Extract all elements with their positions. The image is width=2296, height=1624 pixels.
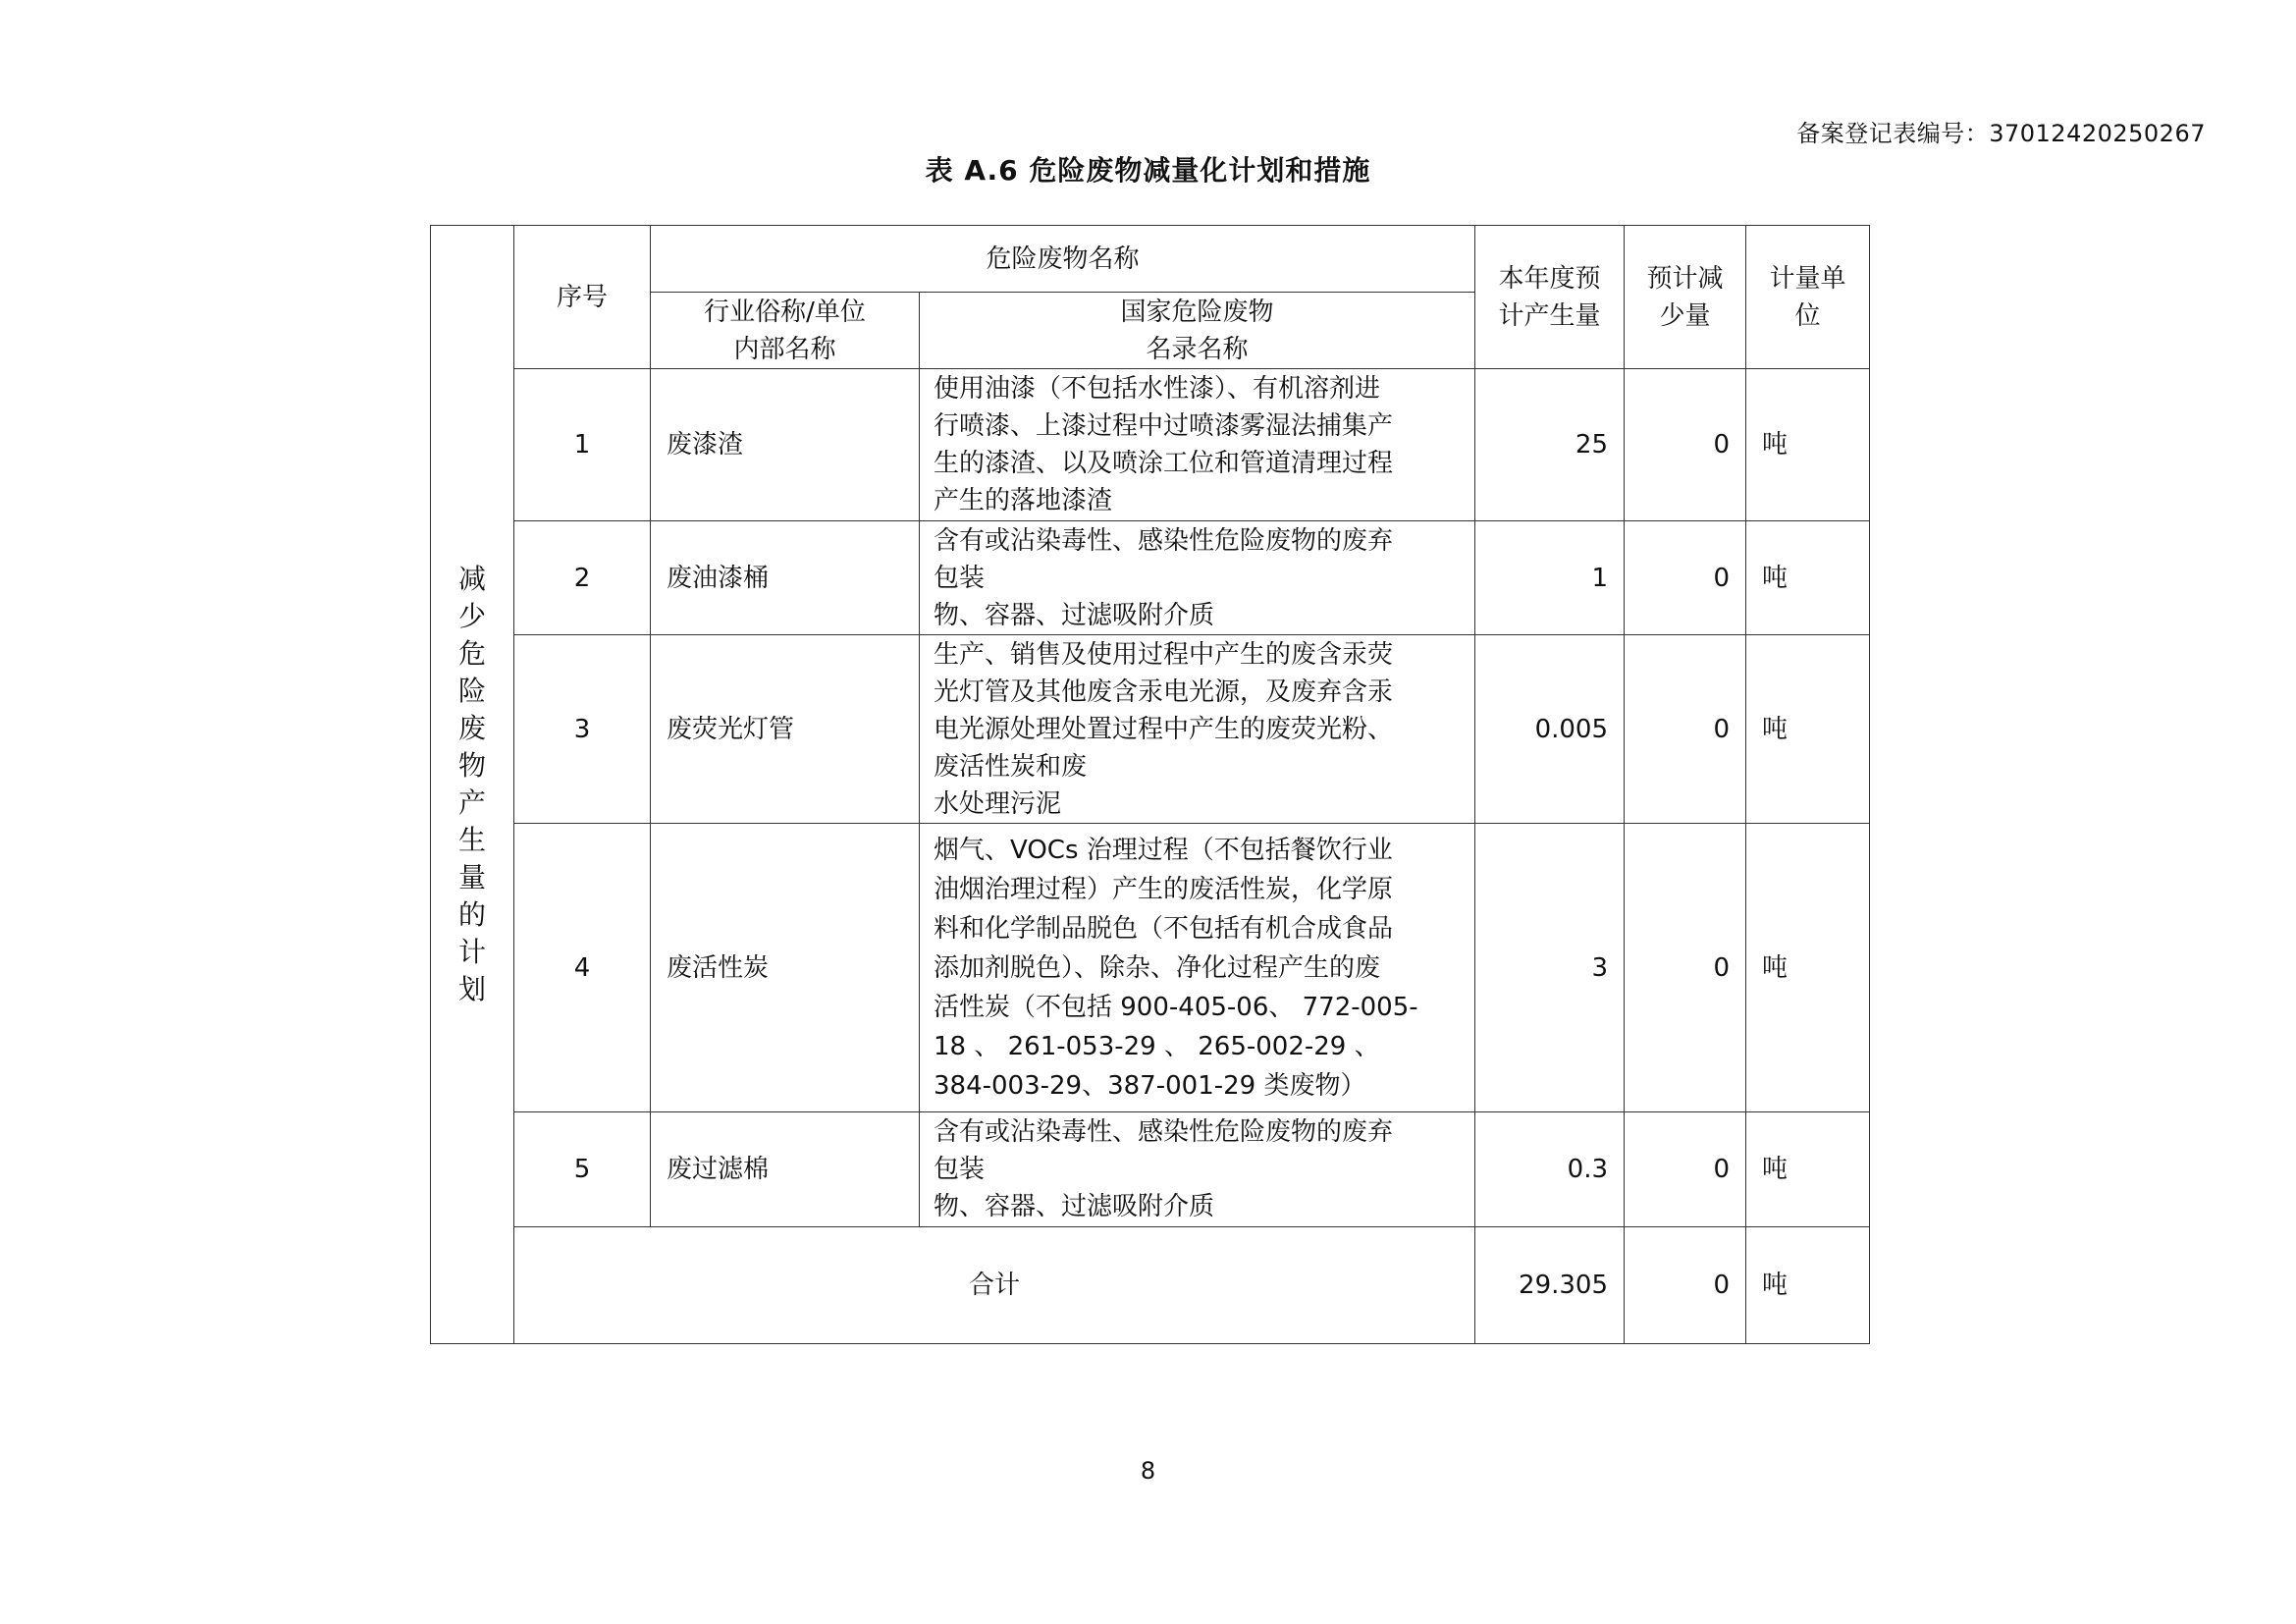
row-national-name-line: 18 、 261-053-29 、 265-002-29 、 [934, 1031, 1380, 1061]
row-national-name [920, 824, 1475, 1112]
table-row [431, 521, 1870, 635]
industry-name-header-line2: 内部名称 [733, 334, 836, 364]
total-label: 合计 [514, 1227, 1475, 1344]
industry-name-header [651, 293, 920, 369]
row-national-name-line: 生的漆渣、以及喷涂工位和管道清理过程 [934, 449, 1394, 478]
row-national-name-line: 活性炭（不包括 900-405-06、 772-005- [934, 992, 1418, 1022]
header-row-1 [431, 226, 1870, 293]
side-label-char: 危 [457, 637, 486, 670]
row-national-name-line: 光灯管及其他废含汞电光源，及废弃含汞 [934, 677, 1394, 707]
row-reduction: 0 [1625, 521, 1746, 635]
national-name-header-line2: 名录名称 [1146, 334, 1249, 364]
row-national-name [920, 369, 1475, 521]
row-national-name-line: 包装 [934, 1155, 986, 1184]
row-national-name-line: 料和化学制品脱色（不包括有机合成食品 [934, 913, 1394, 944]
row-national-name-line: 含有或沾染毒性、感染性危险废物的废弃 [934, 1117, 1394, 1147]
unit-header-line2: 位 [1794, 300, 1821, 331]
table-title: 表 A.6 危险废物减量化计划和措施 [925, 154, 1371, 187]
unit-header-line1: 计量单 [1769, 263, 1846, 294]
row-national-name-line: 生产、销售及使用过程中产生的废含汞荧 [934, 639, 1394, 670]
reduction-header-line1: 预计减 [1646, 263, 1724, 294]
table-row [431, 369, 1870, 521]
side-label-char: 量 [457, 861, 486, 893]
row-national-name-line: 添加剂脱色）、除杂、净化过程产生的废 [934, 952, 1381, 983]
annual-header-line2: 计产生量 [1498, 300, 1601, 331]
side-label-char: 废 [457, 712, 486, 744]
annual-header-line1: 本年度预 [1498, 263, 1601, 294]
row-national-name-line: 物、容器、过滤吸附介质 [934, 1192, 1215, 1221]
row-unit: 吨 [1746, 369, 1870, 521]
page-number: 8 [1140, 1457, 1156, 1485]
row-industry-name: 废油漆桶 [651, 521, 920, 635]
row-seq: 1 [514, 369, 651, 521]
side-label [431, 561, 513, 1008]
row-seq: 3 [514, 635, 651, 824]
industry-name-header-line1: 行业俗称/单位 [704, 297, 866, 327]
row-unit: 吨 [1746, 635, 1870, 824]
row-unit: 吨 [1746, 824, 1870, 1112]
row-annual: 25 [1475, 369, 1625, 521]
row-national-name-line: 物、容器、过滤吸附介质 [934, 600, 1215, 630]
row-national-name-line: 烟气、VOCs 治理过程（不包括餐饮行业 [934, 835, 1393, 865]
row-annual: 3 [1475, 824, 1625, 1112]
row-national-name-line: 废活性炭和废 [934, 751, 1088, 782]
row-national-name-line: 384-003-29、387-001-29 类废物） [934, 1070, 1366, 1101]
reduction-plan-table [430, 225, 1870, 1344]
annual-header [1475, 226, 1625, 369]
row-industry-name: 废荧光灯管 [651, 635, 920, 824]
row-national-name-line: 包装 [934, 563, 986, 593]
total-annual: 29.305 [1475, 1227, 1625, 1344]
row-national-name-line: 使用油漆（不包括水性漆）、有机溶剂进 [934, 374, 1381, 404]
row-annual: 1 [1475, 521, 1625, 635]
table-row [431, 635, 1870, 824]
side-label-char: 计 [457, 936, 486, 968]
total-reduction: 0 [1625, 1227, 1746, 1344]
seq-header: 序号 [514, 226, 651, 369]
row-industry-name: 废活性炭 [651, 824, 920, 1112]
row-national-name-line: 产生的落地漆渣 [934, 486, 1113, 515]
row-unit: 吨 [1746, 1112, 1870, 1227]
unit-header [1746, 226, 1870, 369]
total-row [431, 1227, 1870, 1344]
row-national-name [920, 521, 1475, 635]
national-name-header [920, 293, 1475, 369]
side-label-char: 划 [457, 973, 486, 1005]
side-label-char: 减 [457, 563, 486, 595]
side-label-char: 险 [457, 675, 486, 707]
reduction-header [1625, 226, 1746, 369]
side-label-char: 少 [457, 600, 486, 632]
row-national-name-line: 水处理污泥 [934, 788, 1062, 819]
row-industry-name: 废漆渣 [651, 369, 920, 521]
side-label-char: 物 [457, 749, 486, 782]
table-row [431, 824, 1870, 1112]
row-national-name-line: 行喷漆、上漆过程中过喷漆雾湿法捕集产 [934, 411, 1394, 441]
total-unit: 吨 [1746, 1227, 1870, 1344]
registration-number: 备案登记表编号：37012420250267 [1796, 120, 2206, 147]
row-national-name-line: 含有或沾染毒性、感染性危险废物的废弃 [934, 525, 1394, 556]
row-annual: 0.3 [1475, 1112, 1625, 1227]
row-seq: 5 [514, 1112, 651, 1227]
row-reduction: 0 [1625, 824, 1746, 1112]
row-unit: 吨 [1746, 521, 1870, 635]
side-label-char: 生 [457, 824, 486, 856]
row-annual: 0.005 [1475, 635, 1625, 824]
side-label-char: 产 [457, 786, 486, 819]
side-label-char: 的 [457, 898, 486, 931]
row-reduction: 0 [1625, 635, 1746, 824]
row-seq: 4 [514, 824, 651, 1112]
row-seq: 2 [514, 521, 651, 635]
row-reduction: 0 [1625, 1112, 1746, 1227]
reduction-header-line2: 少量 [1659, 300, 1711, 331]
row-national-name [920, 635, 1475, 824]
row-national-name [920, 1112, 1475, 1227]
row-national-name-line: 油烟治理过程）产生的废活性炭，化学原 [934, 874, 1394, 904]
row-national-name-line: 电光源处理处置过程中产生的废荧光粉、 [934, 714, 1394, 744]
row-reduction: 0 [1625, 369, 1746, 521]
table-row [431, 1112, 1870, 1227]
side-label-cell [431, 226, 514, 1344]
national-name-header-line1: 国家危险废物 [1120, 297, 1274, 327]
row-industry-name: 废过滤棉 [651, 1112, 920, 1227]
hw-name-header: 危险废物名称 [651, 226, 1475, 293]
